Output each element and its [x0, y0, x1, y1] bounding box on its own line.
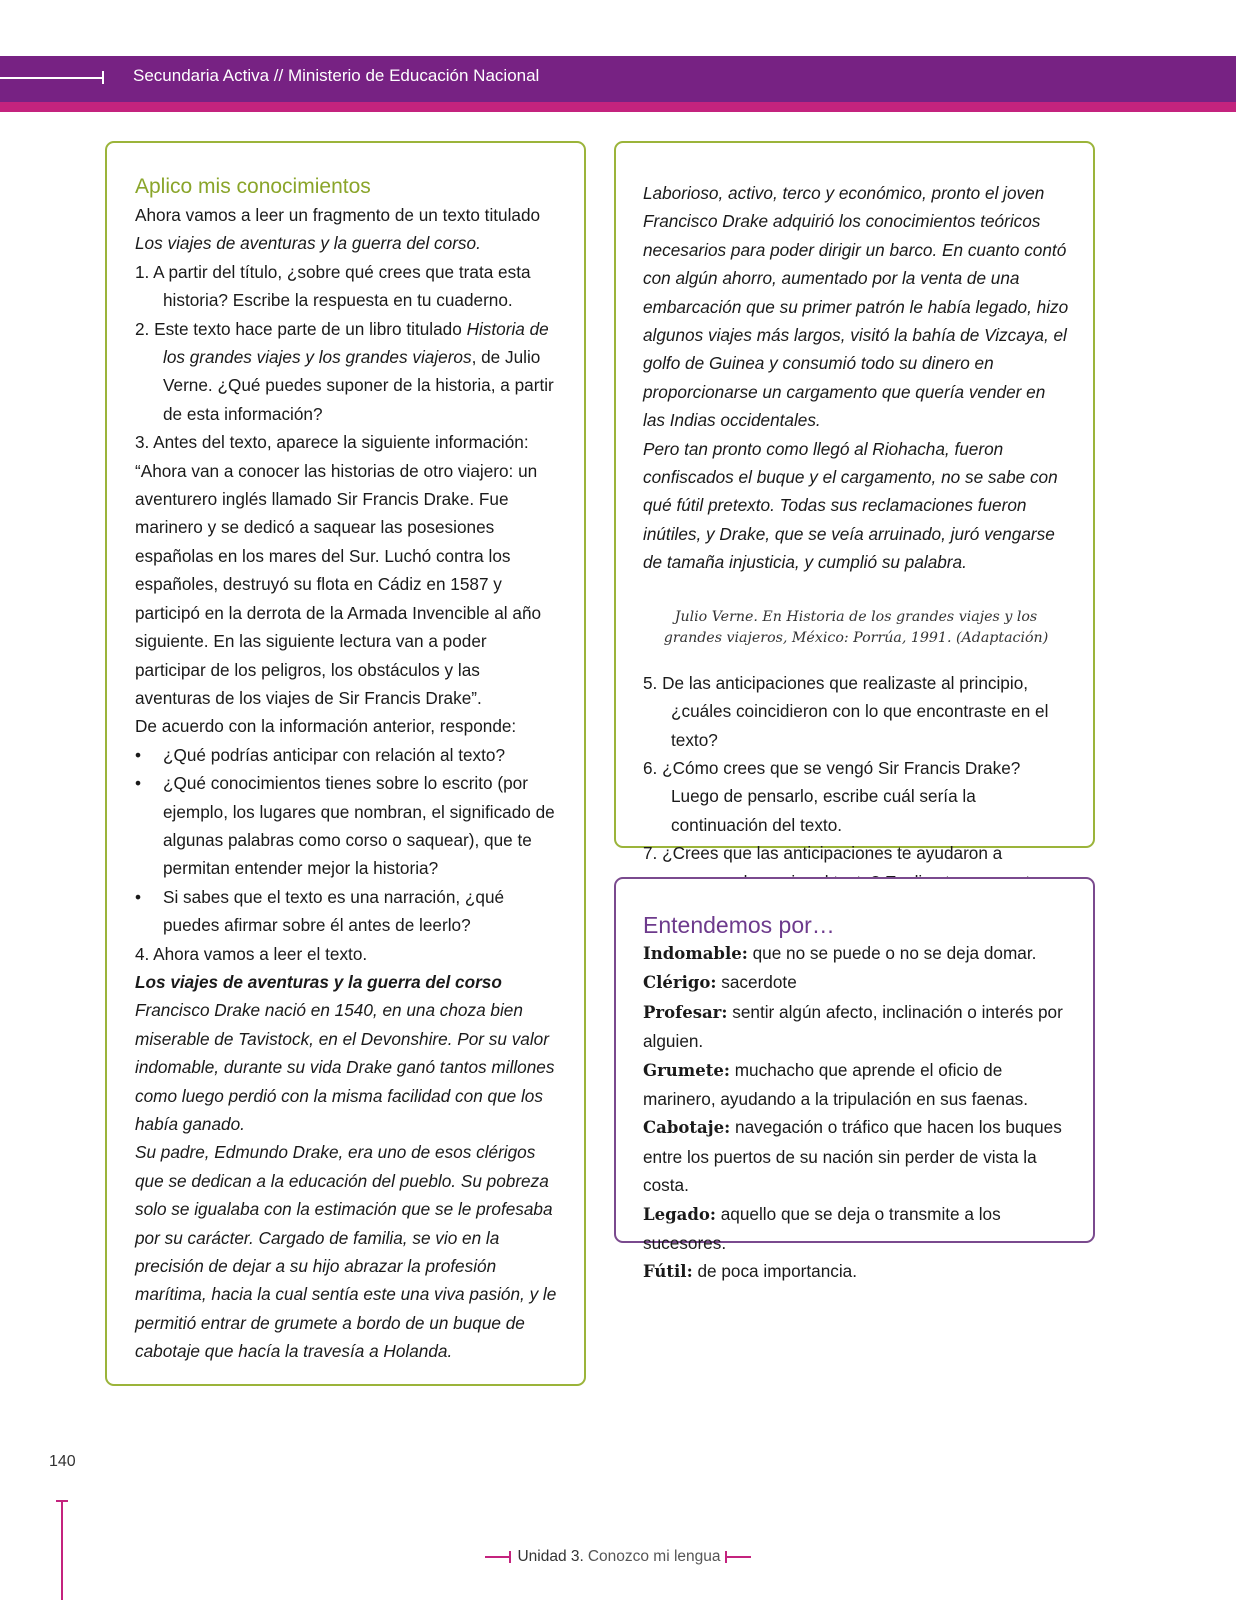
story-paragraph-4: Pero tan pronto como llegó al Riohacha, fueron confiscados el buque y el cargamento, no se sabe con qué fútil pretexto. Todas sus reclamaciones fueron inútiles, y Drake, que se veía arruinado, juró vengarse de tamaña injusticia, y cumplió su palabra. [643, 438, 1058, 573]
glossary-term: Cabotaje: [643, 1118, 731, 1138]
glossary-meaning: navegación o tráfico que hacen los buques entre los puertos de su nación sin perder de vista la costa. [643, 1117, 1062, 1196]
glossary-meaning: sentir algún afecto, inclinación o interés por alguien. [643, 1001, 1063, 1052]
footer-rule-left [485, 1556, 511, 1558]
question-7: 7. ¿Crees que las anticipaciones te ayudaron a [643, 843, 1003, 864]
question-6: 6. ¿Cómo crees que se vengó Sir Francis Drake? Luego de pensarlo, escribe cuál sería la continuación del texto. [643, 757, 1021, 835]
glossary-entry [643, 1257, 1069, 1286]
glossary-meaning: sacerdote [716, 972, 797, 993]
header-stripe [0, 102, 1236, 112]
glossary-meaning: que no se puede o no se deja domar. [747, 943, 1037, 963]
header-rule-tick [102, 71, 104, 84]
story-paragraph-2: Su padre, Edmundo Drake, era uno de esos clérigos que se dedican a la educación del pueblo. Su pobreza solo se igualaba con la estimación que se le profesaba por su carácter. Cargado de familia, se vio en la precisión de dejar a su hijo abrazar la profesión marítima, hacia la cual sentía este una viva pasión, y le permitió entrar de grumete a bordo de un buque de cabotaje que hacía la travesía a Holanda. [135, 1142, 557, 1362]
aplico-heading: Aplico mis conocimientos [135, 175, 371, 198]
story-box [614, 141, 1095, 864]
glossary-term: Legado: [643, 1204, 716, 1224]
header-title: Secundaria Activa // Ministerio de Educación Nacional [133, 66, 540, 85]
aplico-box [105, 141, 586, 1386]
bullet-text: ¿Qué podrías anticipar con relación al texto? [163, 744, 506, 765]
glossary-entry [643, 1113, 1069, 1199]
bullet-text: Si sabes que el texto es una narración, ¿qué puedes afirmar sobre él antes de leerlo? [163, 886, 505, 936]
glossary-term: Profesar: [643, 1002, 728, 1022]
question-2-text-a: 2. Este texto hace parte de un libro titulado [135, 318, 467, 339]
glossary-entry [643, 939, 1069, 968]
question-2-book-title: Historia de los grandes viajes y los grandes viajeros [163, 318, 549, 368]
footer-unit: Unidad 3. [517, 1548, 584, 1565]
question-2-text-c: , de Julio Verne. ¿Qué puedes suponer de la historia, a partir de esta información? [163, 347, 554, 424]
story-paragraph-3: Laborioso, activo, terco y económico, pronto el joven Francisco Drake adquirió los conocimientos teóricos necesarios para poder dirigir un barco. En cuanto contó con algún ahorro, aumentado por la venta de una embarcación que su primer patrón le había legado, hizo algunos viajes más largos, visitó la bahía de Vizcaya, el golfo de Guinea y consumió todo su dinero en proporcionarse un cargamento que quería vender en las Indias occidentales. [643, 183, 1069, 431]
glossary-term: Grumete: [643, 1060, 730, 1080]
glossary-entry [643, 1200, 1069, 1258]
question-2 [135, 315, 558, 429]
bullet-text: ¿Qué conocimientos tienes sobre lo escrito (por ejemplo, los lugares que nombran, el significado de algunas palabras como corso o saquear), que te permitan entender mejor la historia? [163, 773, 555, 879]
page-number: 140 [49, 1453, 76, 1470]
margin-rule-tick [56, 1500, 68, 1502]
question-4: 4. Ahora vamos a leer el texto. [135, 943, 368, 964]
bullet-icon: • [135, 773, 142, 794]
respond-instruction: De acuerdo con la información anterior, responde: [135, 716, 517, 737]
bullet-icon: • [135, 886, 142, 907]
bullet-item [135, 883, 558, 940]
story-title: Los viajes de aventuras y la guerra del corso [135, 971, 502, 992]
bullet-icon: • [135, 744, 142, 765]
footer-unit-name: Conozco mi lengua [587, 1548, 721, 1565]
header-rule [0, 77, 102, 79]
quote-block: “Ahora van a conocer las historias de otro viajero: un aventurero inglés llamado Sir Francis Drake. Fue marinero y se dedicó a saquear las posesiones españolas en los mares del Sur. Luchó contra los españoles, destruyó su flota en Cádiz en 1587 y participó en la derrota de la Armada Invencible al año siguiente. En las siguiente lectura van a poder participar de los peligros, los obstáculos y las aventuras de los viajes de Sir Francis Drake”. [135, 460, 542, 708]
glossary-meaning: aquello que se deja o transmite a los sucesores. [643, 1203, 1001, 1254]
story-paragraph-1: Francisco Drake nació en 1540, en una choza bien miserable de Tavistock, en el Devonshire. Por su valor indomable, durante su vida Drake ganó tantos millones como luego perdió con la misma facilidad con que los había ganado. [135, 1000, 555, 1134]
glossary-entry [643, 968, 1069, 997]
glossary-box [614, 877, 1095, 1282]
glossary-entry [643, 998, 1069, 1056]
glossary-entry [643, 1056, 1069, 1114]
aplico-intro: Ahora vamos a leer un fragmento de un texto titulado [135, 205, 541, 225]
bullet-item [135, 741, 558, 769]
footer [0, 1548, 1236, 1566]
question-1: 1. A partir del título, ¿sobre qué crees que trata esta historia? Escribe la respuesta en tu cuaderno. [135, 261, 531, 311]
glossary-term: Clérigo: [643, 973, 717, 993]
question-3: 3. Antes del texto, aparece la siguiente información: [135, 432, 529, 453]
question-5: 5. De las anticipaciones que realizaste al principio, ¿cuáles coincidieron con lo que encontraste en el texto? [643, 672, 1049, 750]
footer-rule-right [725, 1556, 751, 1558]
glossary-meaning: muchacho que aprende el oficio de marinero, ayudando a la tripulación en sus faenas. [643, 1059, 1029, 1110]
glossary-heading: Entendemos por… [643, 912, 835, 938]
glossary-term: Fútil: [643, 1262, 693, 1282]
glossary-meaning: de poca importancia. [692, 1261, 858, 1282]
aplico-intro-title: Los viajes de aventuras y la guerra del corso. [135, 233, 481, 254]
glossary-term: Indomable: [643, 944, 748, 963]
bullet-item [135, 769, 558, 883]
citation: Julio Verne. En Historia de los grandes viajes y los grandes viajeros, México: Porrúa, 1991. (Adaptación) [663, 608, 1049, 646]
